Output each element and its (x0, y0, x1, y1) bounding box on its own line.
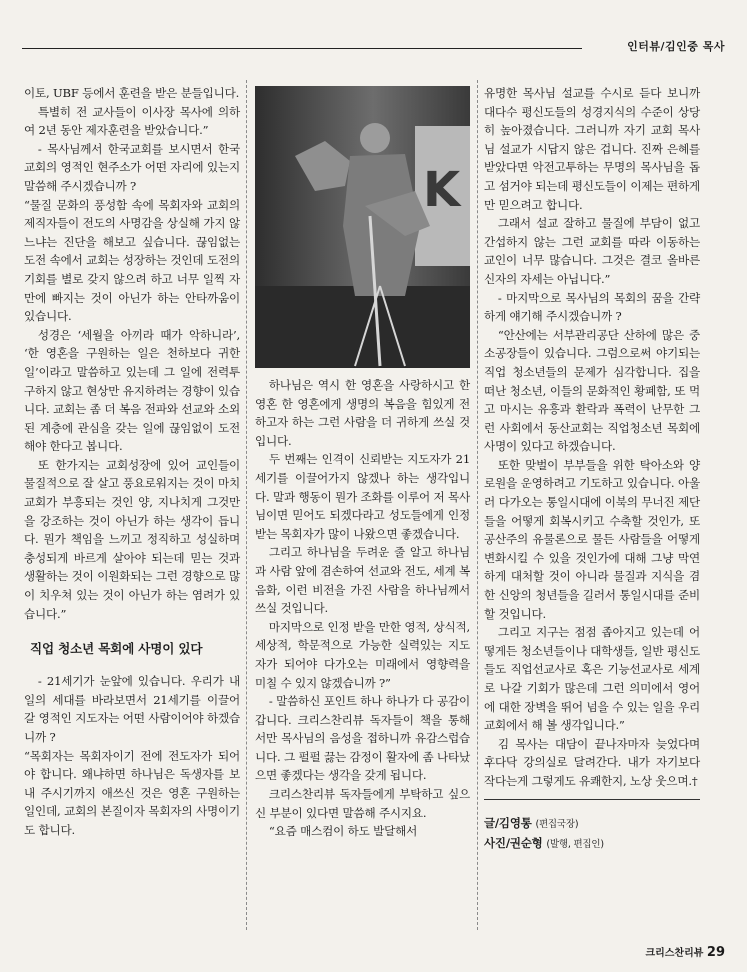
column-3 (484, 84, 700, 854)
column-2 (255, 376, 470, 841)
photo-credit: 사진/권순형 (발행, 편집인) (484, 835, 604, 850)
paragraph: 특별히 전 교사들이 이사장 목사에 의하여 2년 동안 제자훈련을 받았습니다.” (24, 104, 240, 138)
paragraph: 두 번째는 인격이 신뢰받는 지도자가 21세기를 이끌어가지 않겠나 하는 생각입니다. 말과 행동이 뭔가 조화를 이루어 저 목사님이면 믿어도 되겠다라고 성도들에게 인정받는 목회자가 많이 나왔으면 좋겠습니다. (255, 452, 470, 541)
paragraph: 또 한가지는 교회성장에 있어 교인들이 물질적으로 잘 살고 풍요로워지는 것이 마치 교회가 부흥되는 것인 양, 지나치게 그것만을 강조하는 것이 아닌가 하는 생각이 듭니다. 뭔가 책임을 느끼고 정직하고 성실하며 충성되게 바르게 살아야 되는데 믿는 것과 생활하는 것이 이원화되는 그런 경향으로 많이 치우쳐 있는 것이 아닌가 하는 염려가 있습니다.” (24, 457, 240, 621)
svg-text:K: K (423, 162, 461, 218)
paragraph: “안산에는 서부관리공단 산하에 많은 중소공장들이 있습니다. 그럼으로써 야기되는 직업 청소년들의 문제가 심각합니다. 집을 떠난 청소년, 이들의 문화적인 황폐함, 또 먹고 마시는 유흥과 환락과 폭력이 난무한 그런 사회에서 동산교회는 직업청소년 목회에 사명이 있다고 하겠습니다. (484, 327, 700, 454)
paragraph: 그리고 하나님을 두려운 줄 알고 하나님과 사람 앞에 겸손하여 선교와 전도, 세계 복음화, 이런 비전을 가진 사람을 하나님께서 쓰실 것입니다. (255, 545, 470, 616)
magazine-name: 크리스찬리뷰 (645, 948, 704, 959)
paragraph: 크리스찬리뷰 독자들에게 부탁하고 싶으신 부분이 있다면 말씀해 주시지요. (255, 787, 470, 820)
paragraph: 성경은 ‘세월을 아끼라 때가 악하니라’, ‘한 영혼을 구원하는 일은 천하보다 귀한 일’이라고 말씀하고 있는데 그 일에 전력투구하지 않고 현상만 유지하려는 경향이 있습니다. 교회는 좀 더 복음 전파와 선교와 소외된 계층에 관심을 갖는 일에 끊임없이 도전해야 한다고 봅니다. (24, 327, 240, 454)
paragraph: “목회자는 목회자이기 전에 전도자가 되어야 합니다. 왜냐하면 하나님은 독생자를 보내 주시기까지 애쓰신 것은 영혼 구원하는 일인데, 교회의 본질이자 목회자의 사명이기도 합니다. (24, 748, 240, 837)
question: - 마지막으로 목사님의 목회의 꿈을 간략하게 얘기해 주시겠습니까 ? (484, 290, 700, 324)
paragraph: 또한 맞벌이 부부들을 위한 탁아소와 양로원을 운영하려고 기도하고 있습니다. 아울러 다가오는 통일시대에 이북의 무너진 제단들을 어떻게 회복시키고 수축할 것인가, 또 공산주의 유물론으로 물든 사람들을 어떻게 변화시킬 수 있을 것인가에 대해 그냥 막연하게 대처할 것이 아니라 물질과 지식을 겸한 신앙의 청년들을 길러서 통일시대를 준비할 것입니다. (484, 457, 700, 621)
credit-rule (484, 799, 700, 800)
column-1 (24, 84, 240, 840)
paragraph: 김 목사는 대담이 끝나자마자 늦었다며 후다닥 강의실로 달려간다. 내가 자기보다 작다는게 그렇게도 유쾌한지, 노상 웃으며.† (484, 736, 700, 788)
writer-credit: 글/김영통 (편집국장) (484, 815, 579, 830)
preacher-image (255, 86, 470, 368)
speaker-photo (255, 86, 470, 368)
column-divider (246, 80, 247, 930)
question: - 목사님께서 한국교회를 보시면서 한국교회의 영적인 현주소가 어떤 자리에 있는지 말씀해 주시겠습니까 ? (24, 141, 240, 193)
page-number: 29 (706, 945, 725, 960)
page-footer (645, 944, 725, 960)
paragraph: 그리고 지구는 점점 좁아지고 있는데 어떻게든 청소년들이나 대학생들, 일반 평신도들도 직업선교사로 혹은 기능선교사로 세계로 나갈 기회가 많은데 그런 의미에서 영어에 대한 장벽을 뛰어 넘을 수 있는 일을 우리교회에서 해 볼 생각입니다.” (484, 625, 700, 733)
paragraph: 하나님은 역시 한 영혼을 사랑하시고 한 영혼 한 영혼에게 생명의 복음을 힘있게 전하고자 하는 그런 사람을 더 귀하게 쓰실 것입니다. (255, 378, 470, 448)
paragraph: “요즘 매스컴이 하도 발달해서 (268, 824, 418, 839)
section-heading: 직업 청소년 목회에 사명이 있다 (30, 641, 203, 657)
paragraph: 이토, UBF 등에서 훈련을 받은 분들입니다. (24, 86, 240, 100)
paragraph: “물질 문화의 풍성함 속에 목회자와 교회의 제직자들이 전도의 사명감을 상실해 가지 않느냐는 진단을 해보고 싶습니다. 끊임없는 도전 속에서 교회는 성장하는 것인데 도전의 기회를 별로 갖지 않으려 하고 너무 일찍 자만에 빠지는 것이 아닌가 하는 안타까움이 있습니다. (24, 197, 240, 324)
header-rule (22, 48, 582, 49)
question: - 21세기가 눈앞에 있습니다. 우리가 내일의 세대를 바라보면서 21세기를 이끌어 갈 영적인 지도자는 어떤 사람이어야 하겠습니까 ? (24, 674, 240, 744)
paragraph: 마지막으로 인정 받을 만한 영적, 상식적, 세상적, 학문적으로 가능한 실력있는 지도자가 되어야 다가오는 미래에서 영향력을 미칠 수 있지 않겠습니까 ?” (255, 619, 470, 690)
question: - 말씀하신 포인트 하나 하나가 다 공감이 갑니다. 크리스찬리뷰 독자들이 책을 통해서만 목사님의 음성을 접하니까 유감스럽습니다. 그 펄펄 끓는 감정이 활자에 좀 나타났으면 좋겠다는 생각을 갖게 됩니다. (255, 694, 470, 783)
credits (484, 814, 700, 854)
section-label: 인터뷰/김인중 목사 (627, 40, 725, 53)
paragraph: 그래서 설교 잘하고 물질에 부담이 없고 간섭하지 않는 그런 교회를 따라 이동하는 교인이 너무 많습니다. 그것은 결코 올바른 신자의 자세는 아닙니다.” (484, 216, 700, 286)
column-divider (477, 80, 478, 930)
paragraph: 유명한 목사님 설교를 수시로 듣다 보니까 대다수 평신도들의 성경지식의 수준이 상당히 높아졌습니다. 그러니까 자기 교회 목사님 설교가 시답지 않은 겁니다. 진짜 은혜를 받았다면 악전고투하는 무명의 목사님을 돕고 섬거야 되는데 평신도들이 이제는 편하게만 믿으려고 합니다. (484, 86, 700, 212)
